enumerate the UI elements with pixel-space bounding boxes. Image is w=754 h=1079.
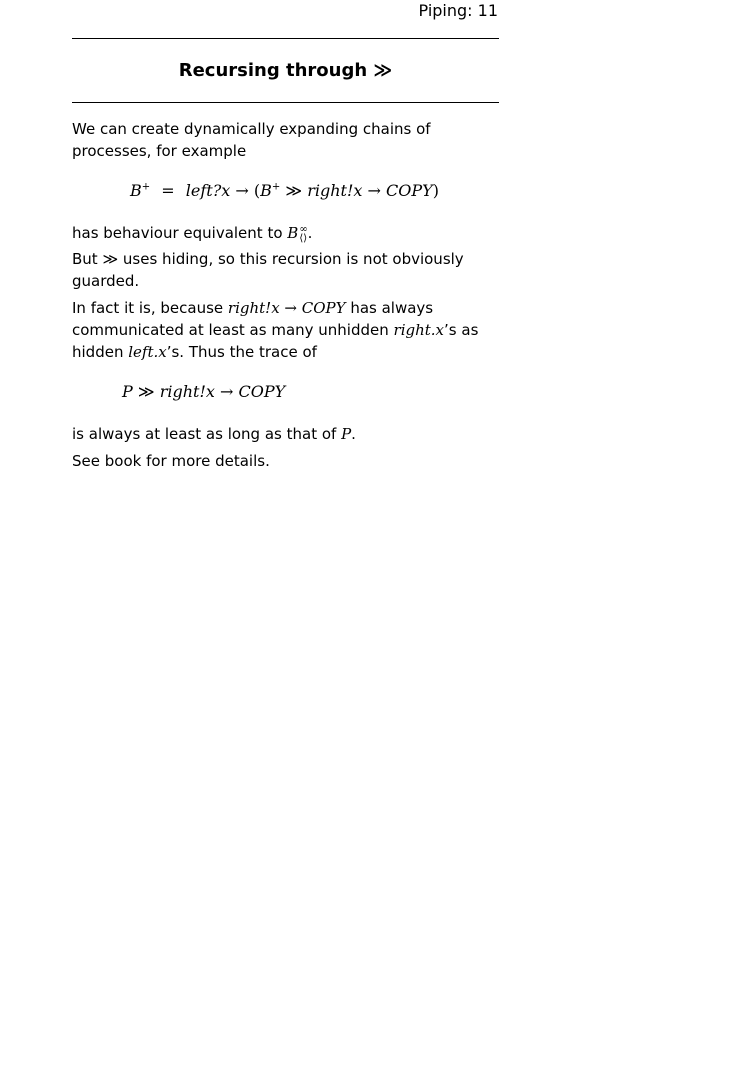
paragraph-equivalent bbox=[72, 222, 502, 244]
eq-lhs: B bbox=[130, 181, 142, 200]
paragraph-see-book: See book for more details. bbox=[72, 452, 270, 470]
equation-p-pipe bbox=[122, 381, 285, 403]
slide-title: Recursing through ≫ bbox=[178, 60, 393, 81]
eq-b: B bbox=[260, 181, 272, 200]
in-fact-math-1: right!x → COPY bbox=[227, 299, 346, 317]
page-header: Piping: 11 bbox=[418, 1, 498, 20]
paragraph-in-fact bbox=[72, 297, 502, 363]
eq-left-input: left?x bbox=[185, 181, 231, 200]
eq-b-sup: + bbox=[271, 181, 281, 193]
in-fact-text-3: ’s as hidden bbox=[72, 321, 479, 361]
in-fact-math-2: right.x bbox=[393, 321, 445, 339]
paragraph-intro: We can create dynamically expanding chains of processes, for example bbox=[72, 120, 431, 160]
hiding-rest: uses hiding, so this recursion is not obviously guarded. bbox=[72, 250, 464, 290]
eq-open-paren: ( bbox=[253, 181, 261, 200]
eq-copy: COPY bbox=[386, 181, 433, 200]
eq-close-paren: ) bbox=[432, 181, 439, 200]
in-fact-text-1: In fact it is, because bbox=[72, 299, 228, 317]
eq2-copy: COPY bbox=[238, 382, 286, 401]
b-infinity-sup: ∞ bbox=[299, 224, 308, 235]
equivalent-text: has behaviour equivalent to bbox=[72, 224, 288, 242]
title-rule-top bbox=[72, 38, 499, 39]
eq2-right-output: right!x bbox=[159, 382, 215, 401]
title-rule-bottom bbox=[72, 102, 499, 103]
hiding-pipe: ≫ bbox=[102, 250, 119, 268]
eq-lhs-sup: + bbox=[141, 181, 151, 193]
in-fact-math-3: left.x bbox=[128, 343, 167, 361]
equivalent-period: . bbox=[307, 224, 313, 242]
b-infinity bbox=[287, 224, 307, 242]
paragraph-always bbox=[72, 423, 502, 445]
b-infinity-base: B bbox=[287, 224, 299, 242]
eq-pipe: ≫ bbox=[285, 181, 303, 200]
eq2-arrow: → bbox=[220, 382, 234, 401]
always-p: P bbox=[341, 425, 352, 443]
eq2-pipe: ≫ bbox=[137, 382, 155, 401]
eq-arrow-2: → bbox=[367, 181, 381, 200]
eq-equals: = bbox=[161, 181, 175, 200]
hiding-start: But bbox=[72, 250, 103, 268]
always-text: is always at least as long as that of bbox=[72, 425, 342, 443]
eq2-p: P bbox=[122, 382, 133, 401]
always-period: . bbox=[351, 425, 356, 443]
eq-right-output: right!x bbox=[307, 181, 363, 200]
in-fact-text-2: has always communicated at least as many unhidden bbox=[72, 299, 434, 339]
in-fact-text-4: ’s. Thus the trace of bbox=[166, 343, 317, 361]
eq-arrow-1: → bbox=[235, 181, 249, 200]
b-infinity-sub: ⟨⟩ bbox=[299, 233, 308, 244]
equation-b-plus bbox=[130, 180, 439, 202]
paragraph-hiding bbox=[72, 248, 502, 292]
